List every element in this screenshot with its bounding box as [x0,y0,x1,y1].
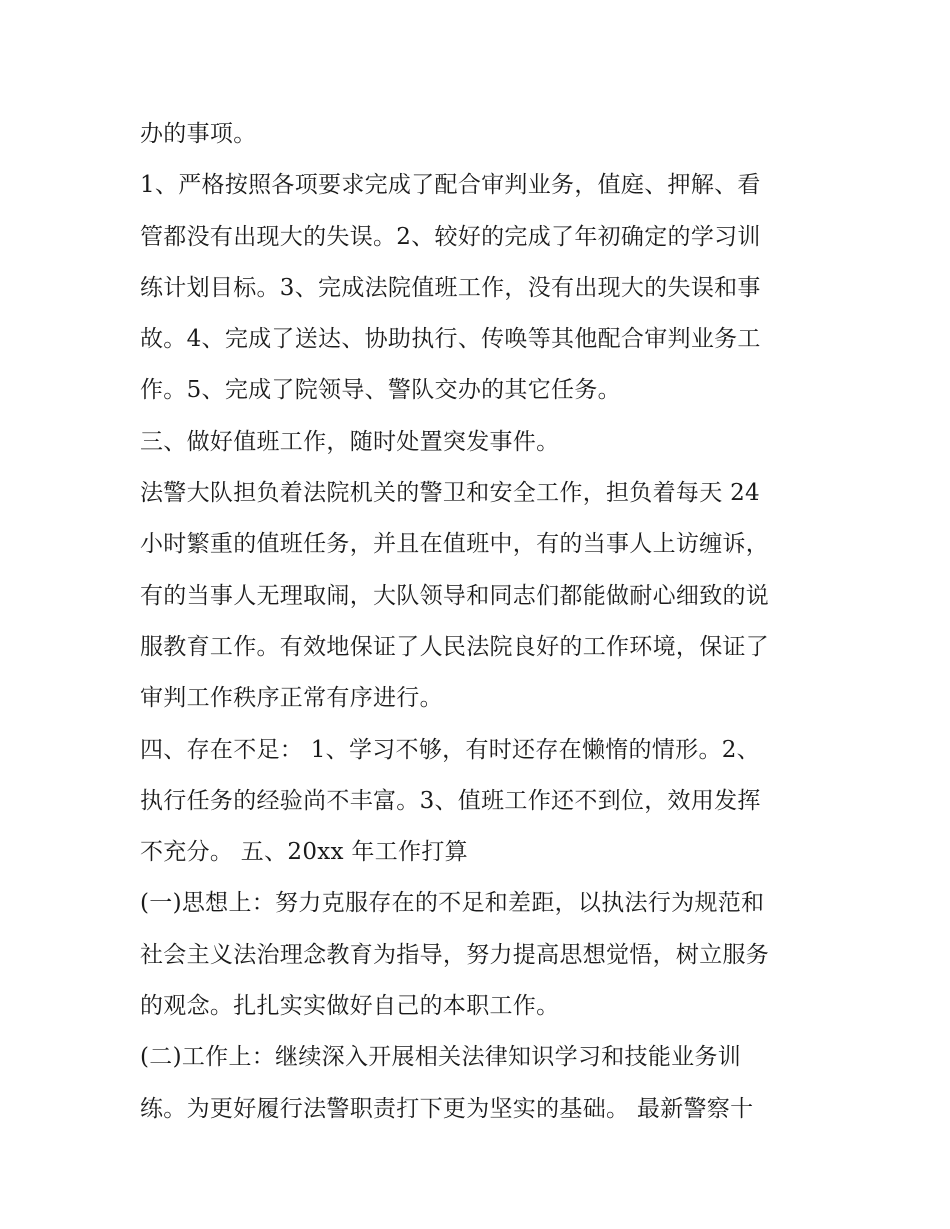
document-body [140,109,820,1135]
text-line: 不充分。 五、20xx 年工作打算 [140,839,468,866]
section-heading: 三、做好值班工作，随时处置突发事件。 [140,428,560,455]
text-line: 练。为更好履行法警职责打下更为坚实的基础。 最新警察十 [140,1095,754,1122]
text-line: 故。4、完成了送达、协助执行、传唤等其他配合审判业务工 [140,326,761,353]
text-line: 服教育工作。有效地保证了人民法院良好的工作环境，保证了 [140,633,770,660]
text-line: 小时繁重的值班任务，并且在值班中，有的当事人上访缠诉， [140,531,770,558]
text-line: 的观念。扎扎实实做好自己的本职工作。 [140,993,560,1020]
text-line: 管都没有出现大的失误。2、较好的完成了年初确定的学习训 [140,223,761,250]
text-line: 办的事项。 [140,121,257,147]
text-line: 法警大队担负着法院机关的警卫和安全工作，担负着每天 24 [140,480,760,507]
section-heading: 四、存在不足： 1、学习不够，有时还存在懒惰的情形。2、 [140,736,760,763]
text-line: 练计划目标。3、完成法院值班工作，没有出现大的失误和事 [140,274,761,301]
text-line: 1、严格按照各项要求完成了配合审判业务，值庭、押解、看 [140,172,761,199]
text-line: (二)工作上：继续深入开展相关法律知识学习和技能业务训 [140,1044,742,1071]
text-line: 有的当事人无理取闹，大队领导和同志们都能做耐心细致的说 [140,582,770,609]
text-line: 执行任务的经验尚不丰富。3、值班工作还不到位，效用发挥 [140,787,761,814]
text-line: 社会主义法治理念教育为指导，努力提高思想觉悟，树立服务 [140,941,770,968]
text-line: (一)思想上：努力克服存在的不足和差距，以执法行为规范和 [140,890,765,917]
text-line: 作。5、完成了院领导、警队交办的其它任务。 [140,377,621,404]
text-line: 审判工作秩序正常有序进行。 [140,685,443,712]
